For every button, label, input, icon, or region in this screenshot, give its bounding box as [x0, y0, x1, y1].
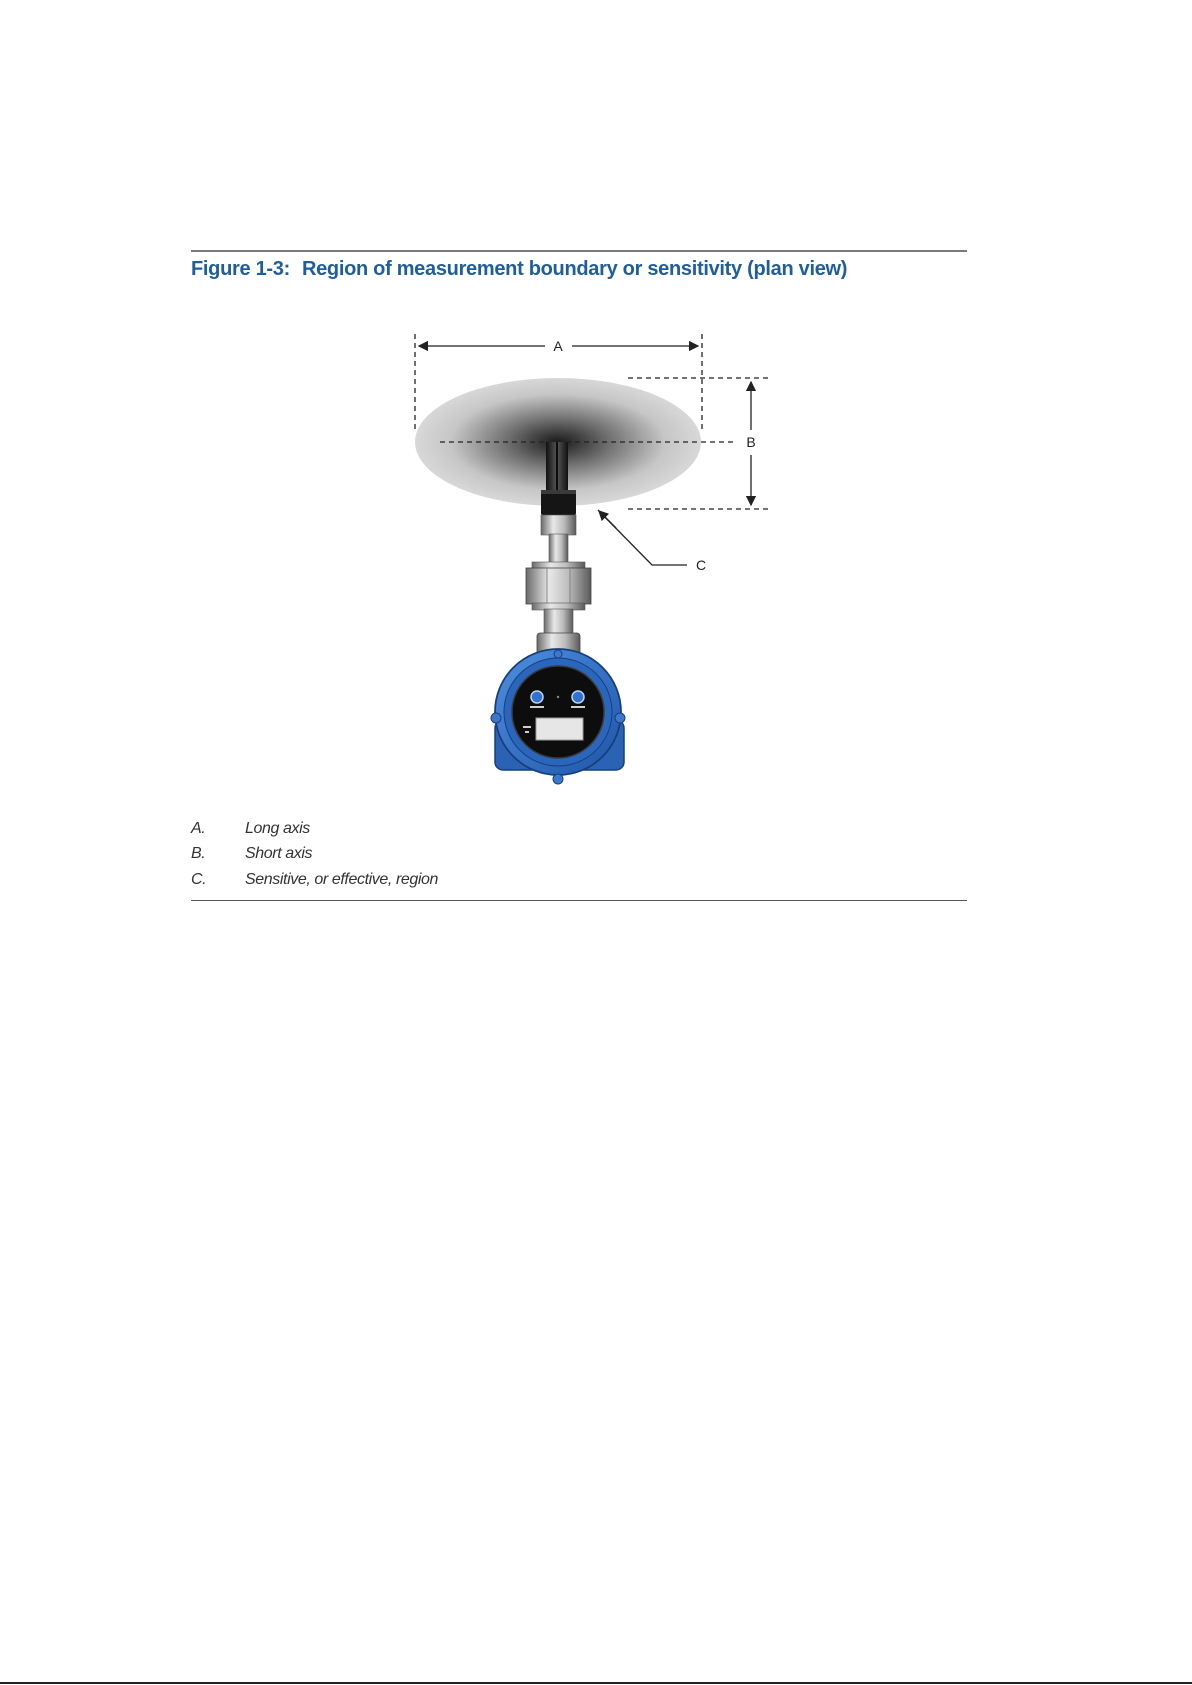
probe-neck [544, 609, 573, 634]
legend-text: Long axis [245, 819, 310, 837]
callout-c-label: C [695, 557, 707, 573]
callout-a-label: A [553, 338, 563, 354]
legend-key: C. [191, 870, 207, 888]
legend-key: B. [191, 845, 206, 863]
figure-caption: Region of measurement boundary or sensitivity (plan view) [301, 258, 848, 280]
sensor-diagram [380, 320, 800, 795]
figure-legend [191, 816, 967, 893]
page-bottom-edge [0, 1682, 1192, 1684]
legend-item [191, 816, 967, 842]
callout-c-leader [598, 510, 687, 565]
legend-item [191, 867, 967, 893]
callout-b-label: B [746, 434, 756, 450]
figure-number: Figure 1-3: [191, 258, 290, 280]
probe-stem [541, 515, 576, 535]
figure-title [191, 258, 967, 281]
legend-text: Short axis [245, 845, 313, 863]
legend-key: A. [191, 819, 206, 837]
legend-text: Sensitive, or effective, region [245, 870, 439, 888]
transmitter-housing [491, 649, 625, 784]
legend-item [191, 842, 967, 868]
figure-bottom-rule [191, 900, 967, 901]
figure-top-rule [191, 250, 967, 252]
